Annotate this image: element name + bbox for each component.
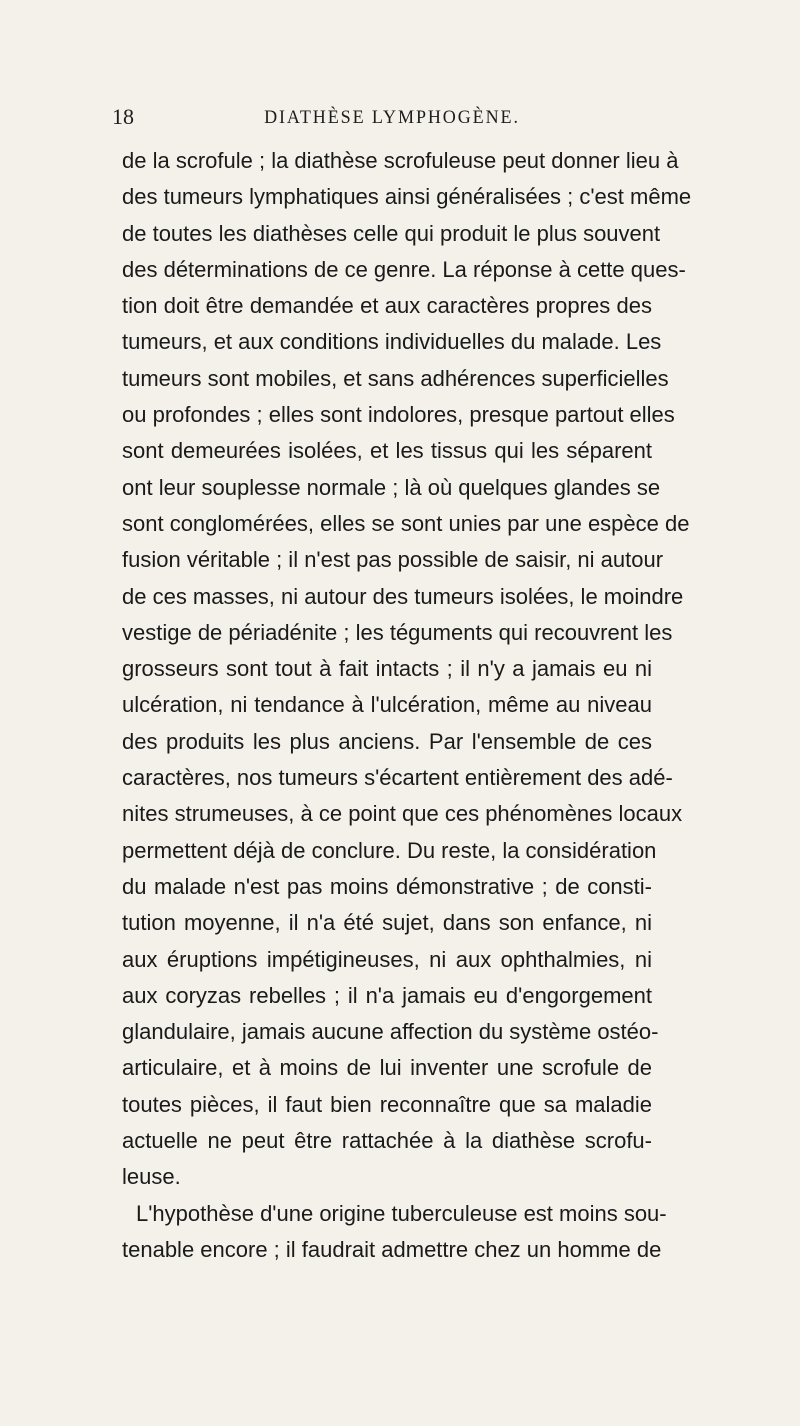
text-line: vestige de périadénite ; les téguments qui recouvrent les: [122, 619, 673, 645]
text-line: actuelle ne peut être rattachée à la diathèse scrofu-: [122, 1128, 652, 1154]
text-line: nites strumeuses, à ce point que ces phénomènes locaux: [122, 801, 683, 827]
text-line: des produits les plus anciens. Par l'ensemble de ces: [122, 728, 652, 754]
page-number: 18: [112, 104, 134, 129]
text-line: tumeurs sont mobiles, et sans adhérences superficielles: [122, 365, 669, 391]
text-line: des tumeurs lymphatiques ainsi généralisées ; c'est même: [122, 184, 692, 210]
text-line: aux coryzas rebelles ; il n'a jamais eu d'engorgement: [122, 982, 652, 1008]
text-line: leuse.: [122, 1164, 181, 1190]
text-line: ont leur souplesse normale ; là où quelques glandes se: [122, 474, 661, 500]
text-line: ulcération, ni tendance à l'ulcération, même au niveau: [122, 692, 652, 718]
text-line: L'hypothèse d'une origine tuberculeuse est moins sou-: [136, 1200, 667, 1226]
text-line: tion doit être demandée et aux caractères propres des: [122, 293, 652, 319]
text-line: caractères, nos tumeurs s'écartent entièrement des adé-: [122, 765, 673, 791]
text-line: glandulaire, jamais aucune affection du système ostéo-: [122, 1019, 659, 1045]
text-line: tution moyenne, il n'a été sujet, dans son enfance, ni: [122, 910, 652, 936]
text-line: tumeurs, et aux conditions individuelles du malade. Les: [122, 329, 662, 355]
text-line: toutes pièces, il faut bien reconnaître que sa maladie: [122, 1091, 652, 1117]
text-line: grosseurs sont tout à fait intacts ; il n'y a jamais eu ni: [122, 656, 652, 682]
text-line: sont conglomérées, elles se sont unies par une espèce de: [122, 510, 690, 536]
text-line: de toutes les diathèses celle qui produit le plus souvent: [122, 220, 661, 246]
text-line: aux éruptions impétigineuses, ni aux ophthalmies, ni: [122, 946, 652, 972]
text-line: permettent déjà de conclure. Du reste, la considération: [122, 837, 657, 863]
text-line: sont demeurées isolées, et les tissus qui les séparent: [122, 438, 652, 464]
text-line: des déterminations de ce genre. La réponse à cette ques-: [122, 256, 686, 282]
text-line: de ces masses, ni autour des tumeurs isolées, le moindre: [122, 583, 684, 609]
text-line: du malade n'est pas moins démonstrative ; de consti-: [122, 873, 652, 899]
page-header: [112, 104, 672, 134]
body-text: [122, 143, 692, 1268]
text-line: ou profondes ; elles sont indolores, presque partout elles: [122, 402, 675, 428]
text-line: fusion véritable ; il n'est pas possible de saisir, ni autour: [122, 547, 664, 573]
text-line: de la scrofule ; la diathèse scrofuleuse peut donner lieu à: [122, 148, 679, 173]
running-title: DIATHÈSE LYMPHOGÈNE.: [264, 107, 520, 128]
text-line: tenable encore ; il faudrait admettre chez un homme de: [122, 1236, 662, 1262]
text-line: articulaire, et à moins de lui inventer une scrofule de: [122, 1055, 652, 1081]
